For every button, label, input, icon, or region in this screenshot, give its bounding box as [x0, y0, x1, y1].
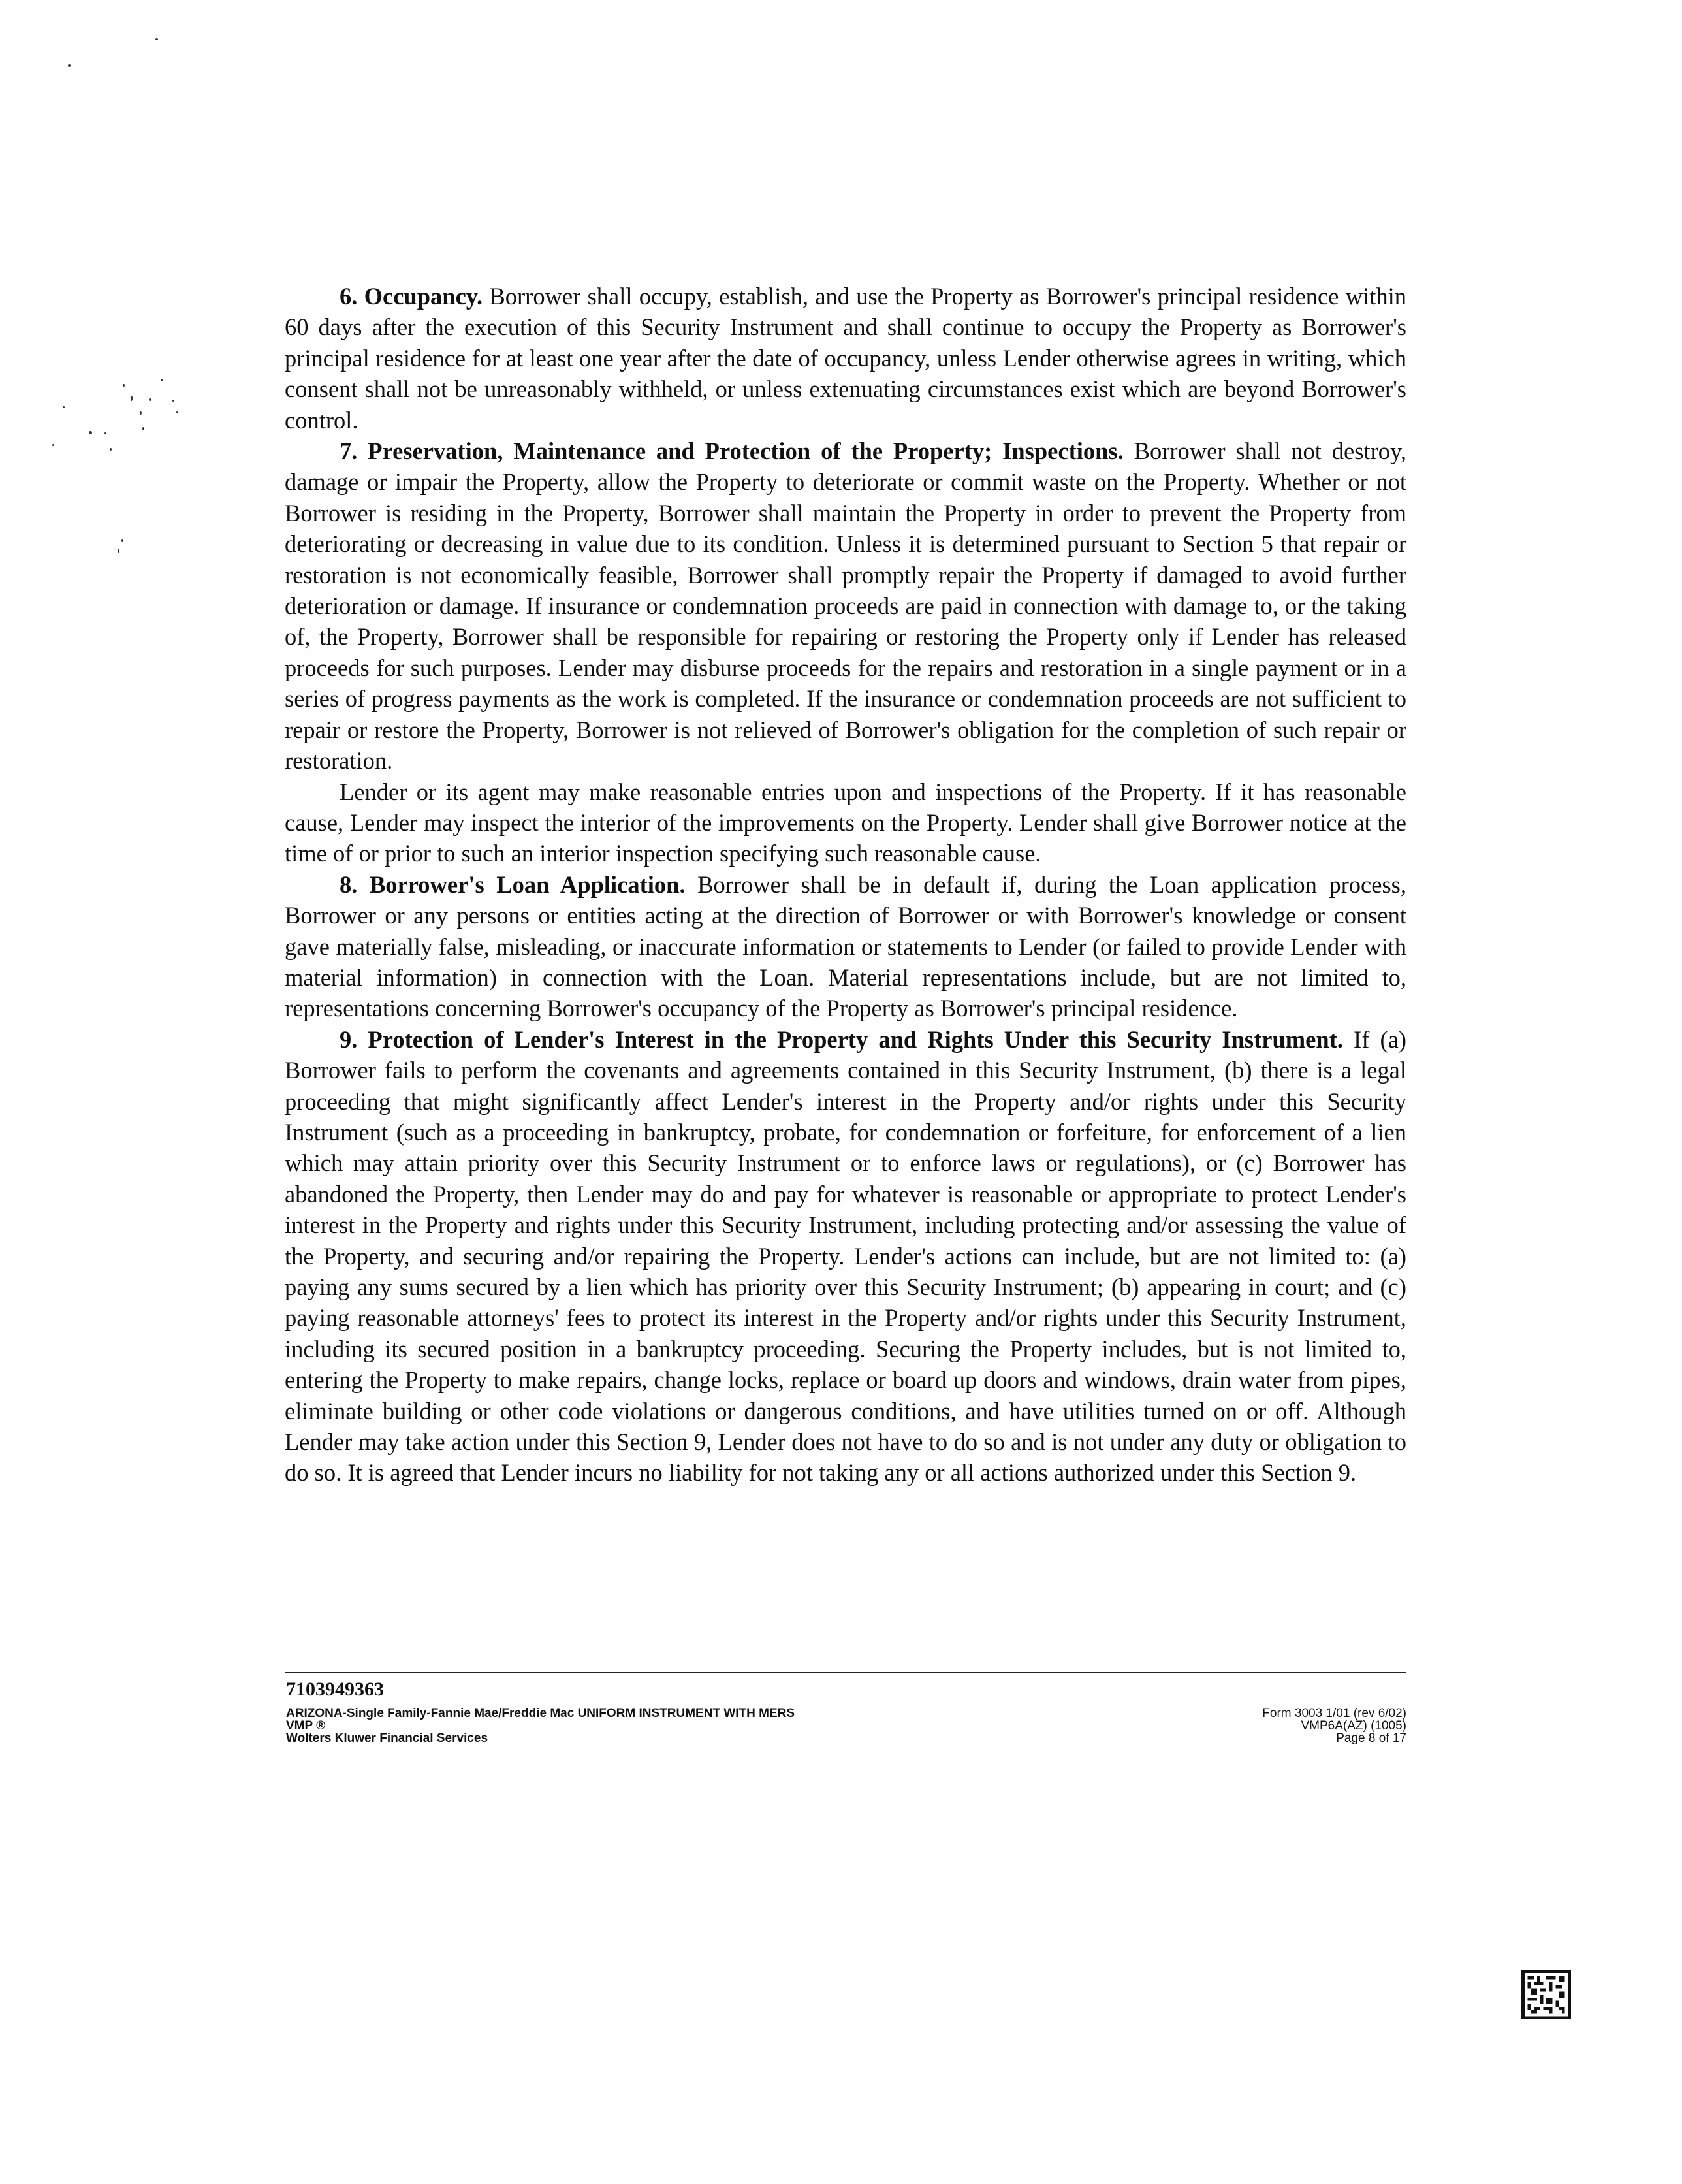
scan-speck: [118, 549, 119, 553]
scan-speck: [149, 398, 151, 401]
scan-speck: [104, 432, 106, 434]
footer-divider: [285, 1672, 1406, 1673]
body-text: [285, 281, 1406, 1488]
scan-speck: [142, 427, 144, 430]
form-title: ARIZONA-Single Family-Fannie Mae/Freddie Mac UNIFORM INSTRUMENT WITH MERS: [286, 1707, 795, 1720]
page-number: Page 8 of 17: [1336, 1731, 1406, 1745]
vmp-code: VMP6A(AZ) (1005): [1301, 1719, 1406, 1733]
form-number: Form 3003 1/01 (rev 6/02): [1262, 1707, 1406, 1720]
section-heading: 6. Occupancy.: [340, 283, 483, 310]
section-text: Borrower shall occupy, establish, and use the Property as Borrower's principal residence within 60 days after the execution of this Security Instrument and shall continue to occupy the Property as Borrower's principal residence for at least one year after the date of occupancy, unless Lender otherwise agrees in writing, which consent shall not be unreasonably withheld, or unless extenuating circumstances exist which are beyond Borrower's control.: [285, 283, 1406, 434]
section-7-inspections: [285, 777, 1406, 869]
scan-speck: [89, 431, 92, 434]
scan-speck: [68, 64, 71, 67]
section-text: Borrower shall be in default if, during the Loan application process, Borrower or any persons or entities acting at the direction of Borrower or with Borrower's knowledge or consent gave materially false, misleading, or inaccurate information or statements to Lender (or failed to provide Lender with material information) in connection with the Loan. Material representations include, but are not limited to, representations concerning Borrower's occupancy of the Property as Borrower's principal residence.: [285, 871, 1406, 1022]
section-7-preservation: [285, 436, 1406, 776]
section-text: Lender or its agent may make reasonable entries upon and inspections of the Property. If it has reasonable cause, Lender may inspect the interior of the improvements on the Property. Lender shall give Borrower notice at the time of or prior to such an interior inspection specifying such reasonable cause.: [285, 778, 1406, 867]
vmp-mark: VMP ®: [286, 1719, 326, 1733]
section-9-protection: [285, 1024, 1406, 1488]
publisher: Wolters Kluwer Financial Services: [286, 1731, 488, 1745]
section-heading: 9. Protection of Lender's Interest in the Property and Rights Under this Security Instrument.: [340, 1025, 1343, 1053]
2d-barcode-icon: [1521, 1970, 1571, 2019]
section-heading: 8. Borrower's Loan Application.: [340, 871, 686, 898]
scan-speck: [63, 406, 65, 408]
scan-speck: [155, 38, 158, 40]
section-8-loan-application: [285, 869, 1406, 1024]
scan-speck: [161, 379, 163, 381]
scan-speck: [123, 384, 125, 387]
loan-number: 7103949363: [286, 1678, 384, 1700]
footer-right: [992, 1707, 1406, 1744]
scan-speck: [172, 400, 174, 402]
scan-speck: [131, 396, 133, 401]
scan-speck: [140, 411, 142, 415]
scan-speck: [110, 448, 112, 451]
section-text: If (a) Borrower fails to perform the covenants and agreements contained in this Security Instrument, (b) there is a legal proceeding that might significantly affect Lender's interest in the Property and/or rights under this Security Instrument (such as a proceeding in bankruptcy, probate, for condemnation or forfeiture, for enforcement of a lien which may attain priority over this Security Instrument or to enforce laws or regulations), or (c) Borrower has abandoned the Property, then Lender may do and pay for whatever is reasonable or appropriate to protect Lender's interest in the Property and rights under this Security Instrument, including protecting and/or assessing the value of the Property, and securing and/or repairing the Property. Lender's actions can include, but are not limited to: (a) paying any sums secured by a lien which has priority over this Security Instrument; (b) appearing in court; and (c) paying reasonable attorneys' fees to protect its interest in the Property and/or rights under this Security Instrument, including its secured position in a bankruptcy proceeding. Securing the Property includes, but is not limited to, entering the Property to make repairs, change locks, replace or board up doors and windows, drain water from pipes, eliminate building or other code violations or dangerous conditions, and have utilities turned on or off. Although Lender may take action under this Section 9, Lender does not have to do so and is not under any duty or obligation to do so. It is agreed that Lender incurs no liability for not taking any or all actions authorized under this Section 9.: [285, 1025, 1406, 1486]
scan-speck: [52, 444, 54, 446]
section-6-occupancy: [285, 281, 1406, 436]
footer-left: [286, 1707, 795, 1744]
section-text: Borrower shall not destroy, damage or impair the Property, allow the Property to deteriorate or commit waste on the Property. Whether or not Borrower is residing in the Property, Borrower shall maintain the Property in order to prevent the Property from deteriorating or decreasing in value due to its condition. Unless it is determined pursuant to Section 5 that repair or restoration is not economically feasible, Borrower shall promptly repair the Property if damaged to avoid further deterioration or damage. If insurance or condemnation proceeds are paid in connection with damage to, or the taking of, the Property, Borrower shall be responsible for repairing or restoring the Property only if Lender has released proceeds for such purposes. Lender may disburse proceeds for the repairs and restoration in a single payment or in a series of progress payments as the work is completed. If the insurance or condemnation proceeds are not sufficient to repair or restore the Property, Borrower is not relieved of Borrower's obligation for the completion of such repair or restoration.: [285, 438, 1406, 775]
scan-speck: [121, 539, 123, 542]
scan-speck: [176, 411, 178, 413]
section-heading: 7. Preservation, Maintenance and Protection of the Property; Inspections.: [340, 438, 1124, 465]
